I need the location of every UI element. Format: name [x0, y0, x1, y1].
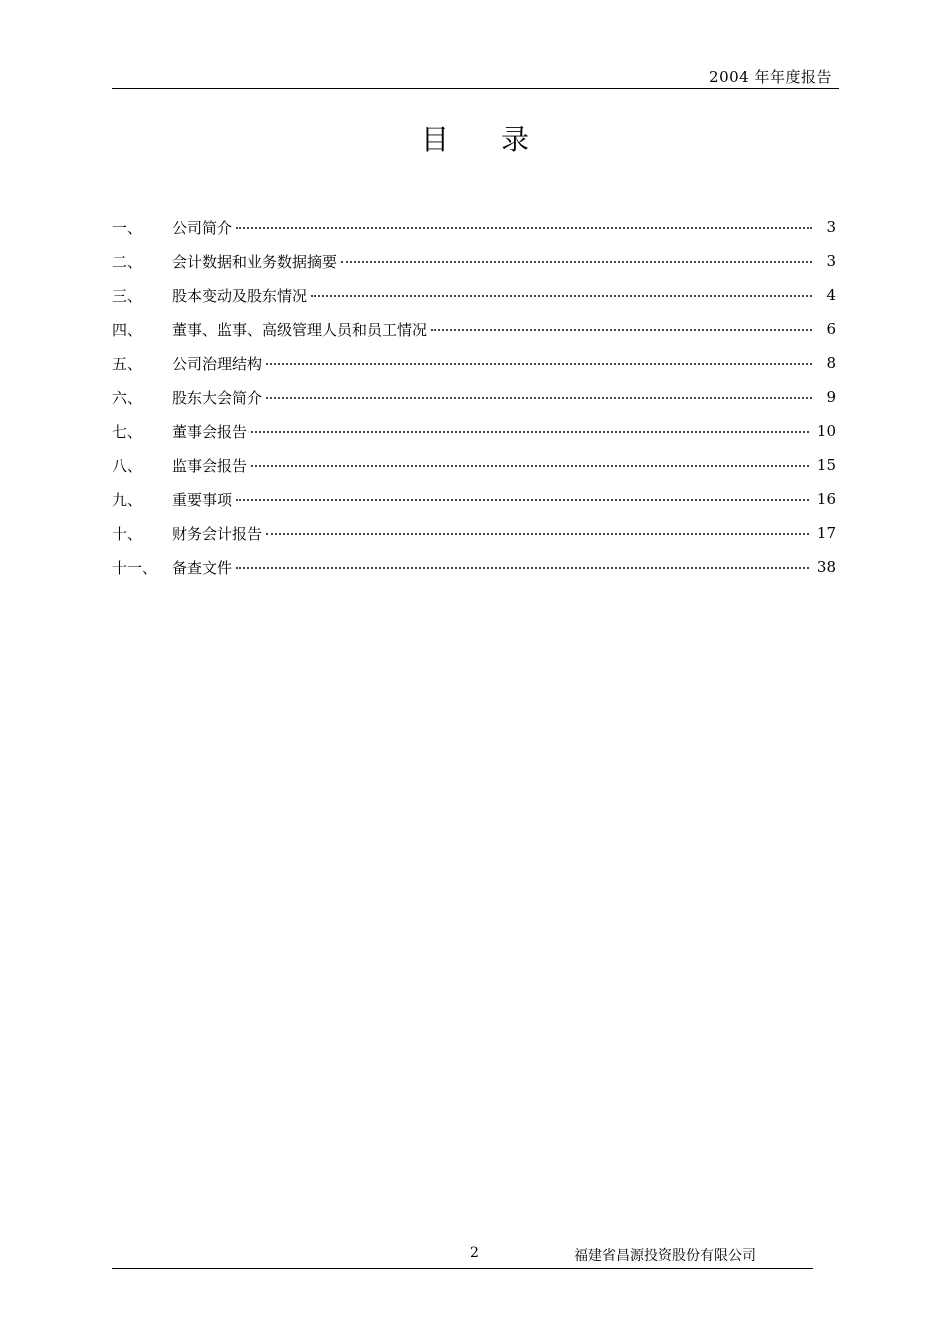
toc-entry[interactable]	[112, 210, 836, 244]
toc-entry[interactable]	[112, 550, 836, 584]
toc-entry-page: 17	[816, 524, 836, 542]
toc-dot-leader	[311, 295, 812, 297]
toc-entry-number: 一、	[112, 218, 143, 237]
toc-entry-number: 五、	[112, 354, 143, 373]
toc-entry-page: 9	[826, 388, 836, 406]
toc-entry-label: 股东大会简介	[172, 388, 263, 407]
toc-dot-leader	[251, 465, 809, 467]
toc-entry-label: 公司简介	[172, 218, 233, 237]
toc-entry-page: 3	[826, 218, 836, 236]
toc-entry[interactable]	[112, 244, 836, 278]
toc-entry-number: 八、	[112, 456, 143, 475]
toc-dot-leader	[251, 431, 809, 433]
toc-entry-page: 15	[816, 456, 836, 474]
toc-entry-page: 10	[816, 422, 836, 440]
toc-entry-number: 六、	[112, 388, 143, 407]
toc-dot-leader	[236, 499, 809, 501]
toc-entry[interactable]	[112, 448, 836, 482]
toc-entry-label: 会计数据和业务数据摘要	[172, 252, 338, 271]
toc-entry-number: 二、	[112, 252, 143, 271]
header-divider	[112, 88, 839, 89]
toc-entry[interactable]	[112, 312, 836, 346]
toc-dot-leader	[431, 329, 812, 331]
toc-entry-number: 十一、	[112, 558, 158, 577]
toc-entry[interactable]	[112, 346, 836, 380]
toc-entry-label: 财务会计报告	[172, 524, 263, 543]
toc-dot-leader	[341, 261, 812, 263]
toc-entry-number: 四、	[112, 320, 143, 339]
toc-entry-page: 38	[816, 558, 836, 576]
toc-entry-label: 监事会报告	[172, 456, 248, 475]
footer-divider	[112, 1268, 813, 1269]
toc-entry-page: 8	[826, 354, 836, 372]
toc-entry-label: 备查文件	[172, 558, 233, 577]
toc-dot-leader	[266, 397, 812, 399]
toc-dot-leader	[266, 533, 809, 535]
toc-entry[interactable]	[112, 516, 836, 550]
toc-entry-number: 三、	[112, 286, 143, 305]
toc-entry-number: 九、	[112, 490, 143, 509]
toc-dot-leader	[236, 227, 812, 229]
report-header-title: 2004 年年度报告	[709, 68, 832, 86]
toc-entry-label: 公司治理结构	[172, 354, 263, 373]
footer-page-number: 2	[470, 1245, 479, 1261]
toc-entry-page: 16	[816, 490, 836, 508]
toc-entry-label: 重要事项	[172, 490, 233, 509]
toc-entry[interactable]	[112, 414, 836, 448]
toc-entry[interactable]	[112, 380, 836, 414]
toc-entry-page: 6	[826, 320, 836, 338]
toc-entry-page: 4	[826, 286, 836, 304]
toc-entry-number: 七、	[112, 422, 143, 441]
toc-entry-label: 股本变动及股东情况	[172, 286, 308, 305]
toc-entry-number: 十、	[112, 524, 143, 543]
toc-dot-leader	[266, 363, 812, 365]
toc-title: 目录	[420, 123, 581, 156]
toc-entry[interactable]	[112, 482, 836, 516]
toc-dot-leader	[236, 567, 809, 569]
toc-entry[interactable]	[112, 278, 836, 312]
table-of-contents	[112, 210, 836, 584]
footer-company-name: 福建省昌源投资股份有限公司	[574, 1248, 756, 1264]
toc-entry-label: 董事会报告	[172, 422, 248, 441]
toc-entry-label: 董事、监事、高级管理人员和员工情况	[172, 320, 428, 339]
toc-entry-page: 3	[826, 252, 836, 270]
